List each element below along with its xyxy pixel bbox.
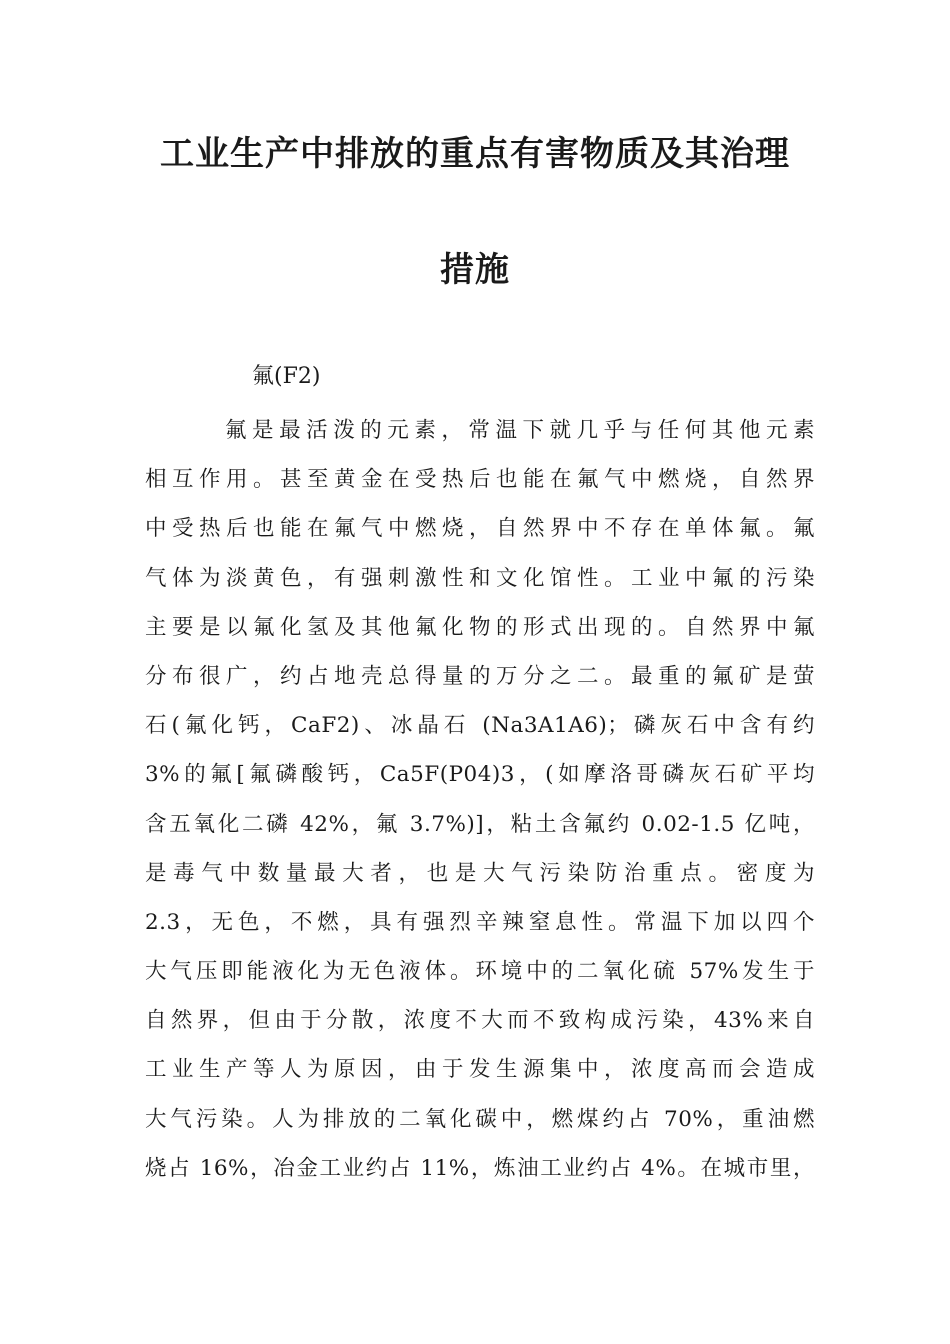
paragraph-line: 相互作用。甚至黄金在受热后也能在氟气中燃烧，自然界 bbox=[145, 467, 815, 493]
paragraph-line: 大气压即能液化为无色液体。环境中的二氧化硫 57%发生于 bbox=[145, 959, 815, 985]
paragraph-line: 分布很广，约占地壳总得量的万分之二。最重的氟矿是萤 bbox=[145, 663, 815, 689]
paragraph-line: 石(氟化钙，CaF2)、冰晶石 (Na3A1A6)；磷灰石中含有约 bbox=[145, 713, 815, 739]
document-title-line-2: 措施 bbox=[440, 250, 510, 290]
paragraph-line: 中受热后也能在氟气中燃烧，自然界中不存在单体氟。氟 bbox=[145, 516, 815, 542]
paragraph-line: 3%的氟[氟磷酸钙，Ca5F(P04)3，(如摩洛哥磷灰石矿平均 bbox=[145, 762, 815, 788]
paragraph-line: 含五氧化二磷 42%，氟 3.7%)]，粘土含氟约 0.02-1.5 亿吨， bbox=[145, 811, 815, 837]
document-title-line-1: 工业生产中排放的重点有害物质及其治理 bbox=[160, 134, 790, 174]
paragraph-line: 大气污染。人为排放的二氧化碳中，燃煤约占 70%，重油燃 bbox=[145, 1106, 815, 1132]
paragraph-line: 气体为淡黄色，有强刺激性和文化馆性。工业中氟的污染 bbox=[145, 565, 815, 591]
paragraph-line: 是毒气中数量最大者，也是大气污染防治重点。密度为 bbox=[145, 860, 815, 886]
paragraph-line: 自然界，但由于分散，浓度不大而不致构成污染，43%来自 bbox=[145, 1008, 815, 1034]
paragraph-line: 烧占 16%，冶金工业约占 11%，炼油工业约占 4%。在城市里， bbox=[145, 1155, 815, 1181]
section-heading: 氟(F2) bbox=[252, 364, 321, 389]
paragraph-line: 主要是以氟化氢及其他氟化物的形式出现的。自然界中氟 bbox=[145, 614, 815, 640]
paragraph-line: 2.3，无色，不燃，具有强烈辛辣窒息性。常温下加以四个 bbox=[145, 909, 815, 935]
paragraph-line: 工业生产等人为原因，由于发生源集中，浓度高而会造成 bbox=[145, 1057, 815, 1083]
body-paragraph bbox=[145, 406, 815, 1193]
paragraph-line: 氟是最活泼的元素，常温下就几乎与任何其他元素 bbox=[225, 418, 815, 443]
